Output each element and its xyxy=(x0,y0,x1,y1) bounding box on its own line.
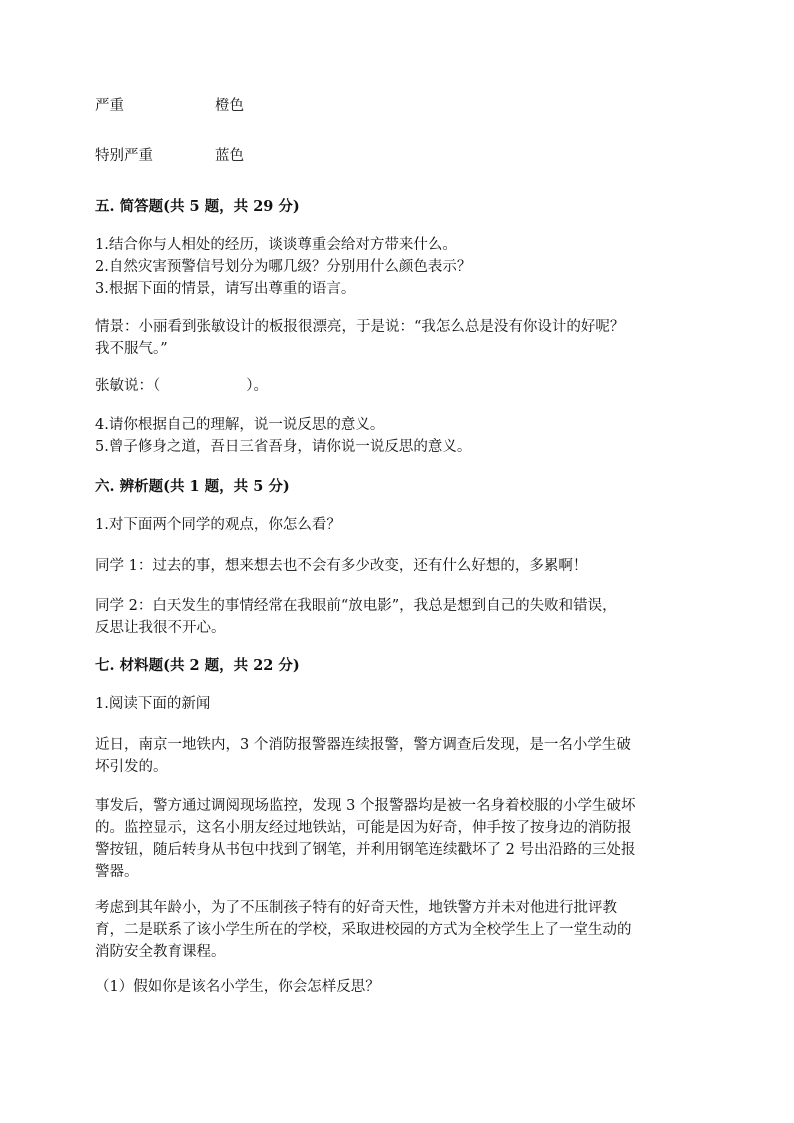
s7-para2-line-1: 事发后，警方通过调阅现场监控，发现 3 个报警器均是被一名身着校服的小学生破坏 xyxy=(95,798,636,814)
s7-para3-line-3: 消防安全教育课程。 xyxy=(95,944,226,960)
s5-question-5: 5.曾子修身之道，吾日三省吾身，请你说一说反思的意义。 xyxy=(95,439,472,455)
s5-answer-blank xyxy=(95,375,705,397)
section6-heading: 六. 辨析题(共 1 题，共 5 分) xyxy=(95,478,290,495)
s7-sub-question-1: （1）假如你是该名小学生，你会怎样反思？ xyxy=(95,979,380,995)
section7-heading: 七. 材料题(共 2 题，共 22 分) xyxy=(95,657,300,674)
s5-question-1: 1.结合你与人相处的经历，谈谈尊重会给对方带来什么。 xyxy=(95,237,457,253)
s5-scenario-line-1: 情景：小丽看到张敏设计的板报很漂亮，于是说：“我怎么总是没有你设计的好呢？ xyxy=(95,319,625,335)
s7-para1-line-1: 近日，南京一地铁内，3 个消防报警器连续报警，警方调查后发现，是一名小学生破 xyxy=(95,737,631,753)
s5-question-3: 3.根据下面的情景，请写出尊重的语言。 xyxy=(95,281,356,297)
s7-para1-line-2: 坏引发的。 xyxy=(95,759,168,775)
s7-question-1: 1.阅读下面的新闻 xyxy=(95,696,211,712)
section5-heading: 五. 简答题(共 5 题，共 29 分) xyxy=(95,198,300,215)
level-label: 严重 xyxy=(95,98,124,114)
s7-para3-line-2: 育，二是联系了该小学生所在的学校，采取进校园的方式为全校学生上了一堂生动的 xyxy=(95,922,632,938)
s5-question-2: 2.自然灾害预警信号划分为哪几级？分别用什么颜色表示？ xyxy=(95,259,472,275)
s6-student-2-line-1: 同学 2：白天发生的事情经常在我眼前“放电影”，我总是想到自己的失败和错误， xyxy=(95,598,617,614)
level-label: 特别严重 xyxy=(95,148,153,164)
s6-student-2-line-2: 反思让我很不开心。 xyxy=(95,620,226,636)
s7-para3-line-1: 考虑到其年龄小，为了不压制孩子特有的好奇天性，地铁警方并未对他进行批评教 xyxy=(95,900,617,916)
color-row-severe xyxy=(95,95,705,117)
s5-question-4: 4.请你根据自己的理解，说一说反思的意义。 xyxy=(95,417,385,433)
s7-para2-line-4: 警器。 xyxy=(95,864,139,880)
s7-para2-line-3: 警按钮，随后转身从书包中找到了钢笔，并利用钢笔连续戳坏了 2 号出沿路的三处报 xyxy=(95,842,636,858)
answer-prefix: 张敏说：（ xyxy=(95,378,161,394)
color-label: 橙色 xyxy=(215,98,244,114)
answer-suffix: ）。 xyxy=(246,378,268,394)
s5-scenario-line-2: 我不服气。” xyxy=(95,341,168,357)
color-row-extreme xyxy=(95,145,705,167)
s6-student-1: 同学 1：过去的事，想来想去也不会有多少改变，还有什么好想的，多累啊！ xyxy=(95,558,588,574)
s7-para2-line-2: 的。监控显示，这名小朋友经过地铁站，可能是因为好奇，伸手按了按身边的消防报 xyxy=(95,820,632,836)
s6-question-1: 1.对下面两个同学的观点，你怎么看？ xyxy=(95,517,341,533)
color-label: 蓝色 xyxy=(215,148,244,164)
